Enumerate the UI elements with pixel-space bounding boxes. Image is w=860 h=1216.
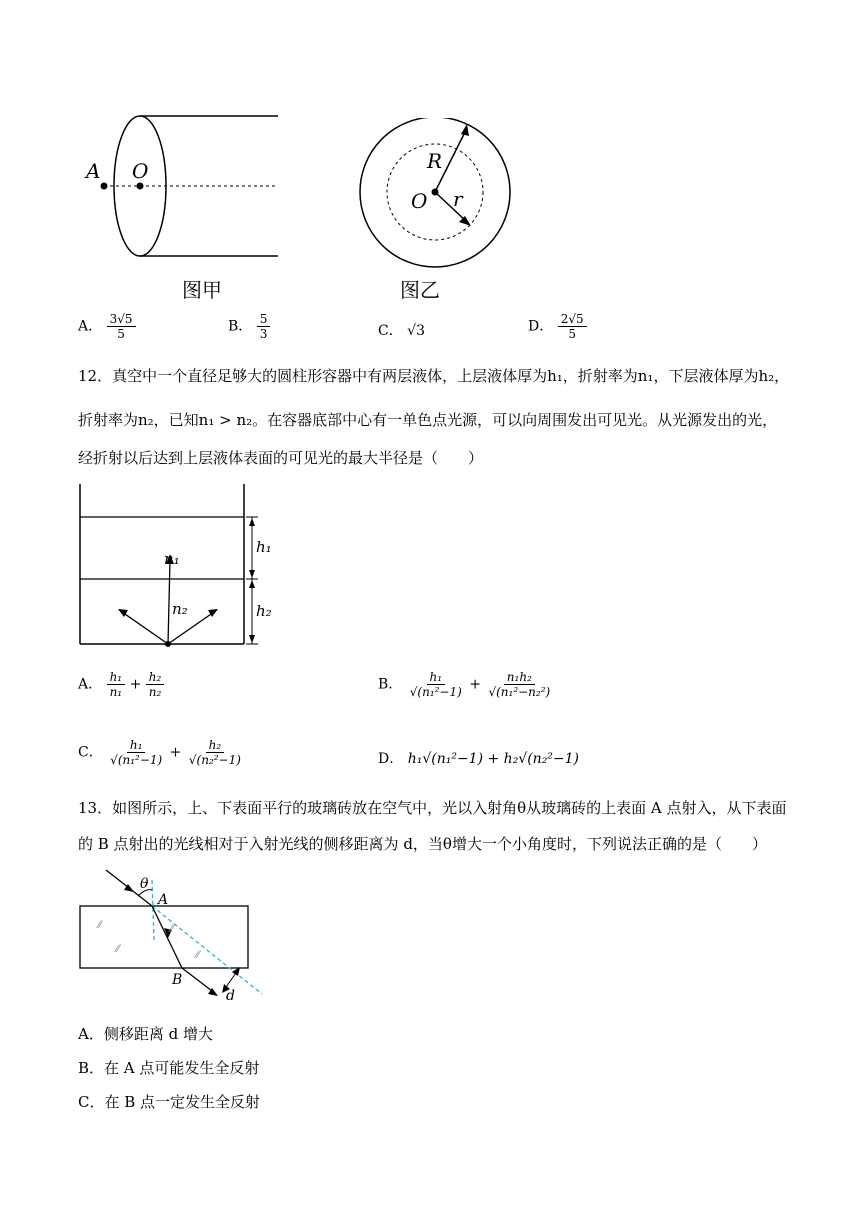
q12-option-a[interactable]: A． $\frac{\text{h₁}}{\text{n₁}}$ + $\frac{\text{h₂}}{\text{n₂}}$ xyxy=(78,670,164,699)
label-A13: A xyxy=(158,892,169,908)
q11-option-d[interactable]: D． $\frac{2√5}{5}$ xyxy=(528,312,587,341)
q12-line1: 12．真空中一个直径足够大的圆柱形容器中有两层液体，上层液体厚为h₁，折射率为n₁，下层液体厚为h₂， xyxy=(78,367,790,385)
svg-text:⁄⁄: ⁄⁄ xyxy=(98,920,102,931)
q13-line1: 13．如图所示，上、下表面平行的玻璃砖放在空气中，光以入射角θ从玻璃砖的上表面 A 点射入，从下表面 xyxy=(78,799,787,817)
q11-option-c[interactable]: C． √3 xyxy=(378,323,425,339)
svg-text:⁄⁄: ⁄⁄ xyxy=(116,944,120,955)
q13-option-c[interactable]: C．在 B 点一定发生全反射 xyxy=(78,1093,261,1111)
q12-option-b[interactable]: B． $\frac{\text{h₁}}{\text{√(n₁²−1)}}$ + $\frac{\text{n₁h₂}}{\text{√(n₁²−n₂²)}}$ xyxy=(378,670,551,699)
label-n1: n₁ xyxy=(164,550,180,568)
label-theta: θ xyxy=(140,876,149,892)
label-d: d xyxy=(226,988,235,1004)
caption-yi: 图乙 xyxy=(400,278,440,302)
q13-option-b[interactable]: B．在 A 点可能发生全反射 xyxy=(78,1059,260,1077)
q11-option-b[interactable]: B． $\frac{5}{3}$ xyxy=(228,312,270,341)
label-O2: O xyxy=(411,189,428,213)
q11-option-a[interactable]: A． $\frac{3√5}{5}$ xyxy=(78,312,136,341)
q12-line2: 折射率为n₂，已知n₁ > n₂。在容器底部中心有一单色点光源，可以向周围发出可见光。从光源发出的光， xyxy=(78,411,778,429)
label-h1: h₁ xyxy=(256,538,272,556)
label-A: A xyxy=(86,159,101,183)
label-n2: n₂ xyxy=(172,600,188,618)
label-B13: B xyxy=(172,972,183,988)
q12-option-d[interactable]: D． h₁√(n₁²−1) + h₂√(n₂²−1) xyxy=(378,751,580,767)
figure-yi xyxy=(355,118,520,278)
q13-line2: 的 B 点射出的光线相对于入射光线的侧移距离为 d，当θ增大一个小角度时，下列说法正确的是（ ） xyxy=(78,835,767,853)
label-O: O xyxy=(132,159,149,183)
q13-option-a[interactable]: A．侧移距离 d 增大 xyxy=(78,1025,213,1043)
figure-jia xyxy=(80,108,290,268)
label-r: r xyxy=(453,187,463,211)
figure-q12 xyxy=(76,484,286,650)
svg-text:⁄⁄: ⁄⁄ xyxy=(196,950,200,961)
q12-line3: 经折射以后达到上层液体表面的可见光的最大半径是（ ） xyxy=(78,449,484,467)
label-h2: h₂ xyxy=(256,602,272,620)
label-R: R xyxy=(427,149,443,173)
svg-text:⁄⁄: ⁄⁄ xyxy=(170,924,174,935)
q12-option-c[interactable]: C． $\frac{\text{h₁}}{\text{√(n₁²−1)}}$ + $\frac{\text{h₂}}{\text{√(n₂²−1)}}$ xyxy=(78,738,241,767)
caption-jia: 图甲 xyxy=(182,278,222,302)
figure-q13 xyxy=(76,866,266,1008)
